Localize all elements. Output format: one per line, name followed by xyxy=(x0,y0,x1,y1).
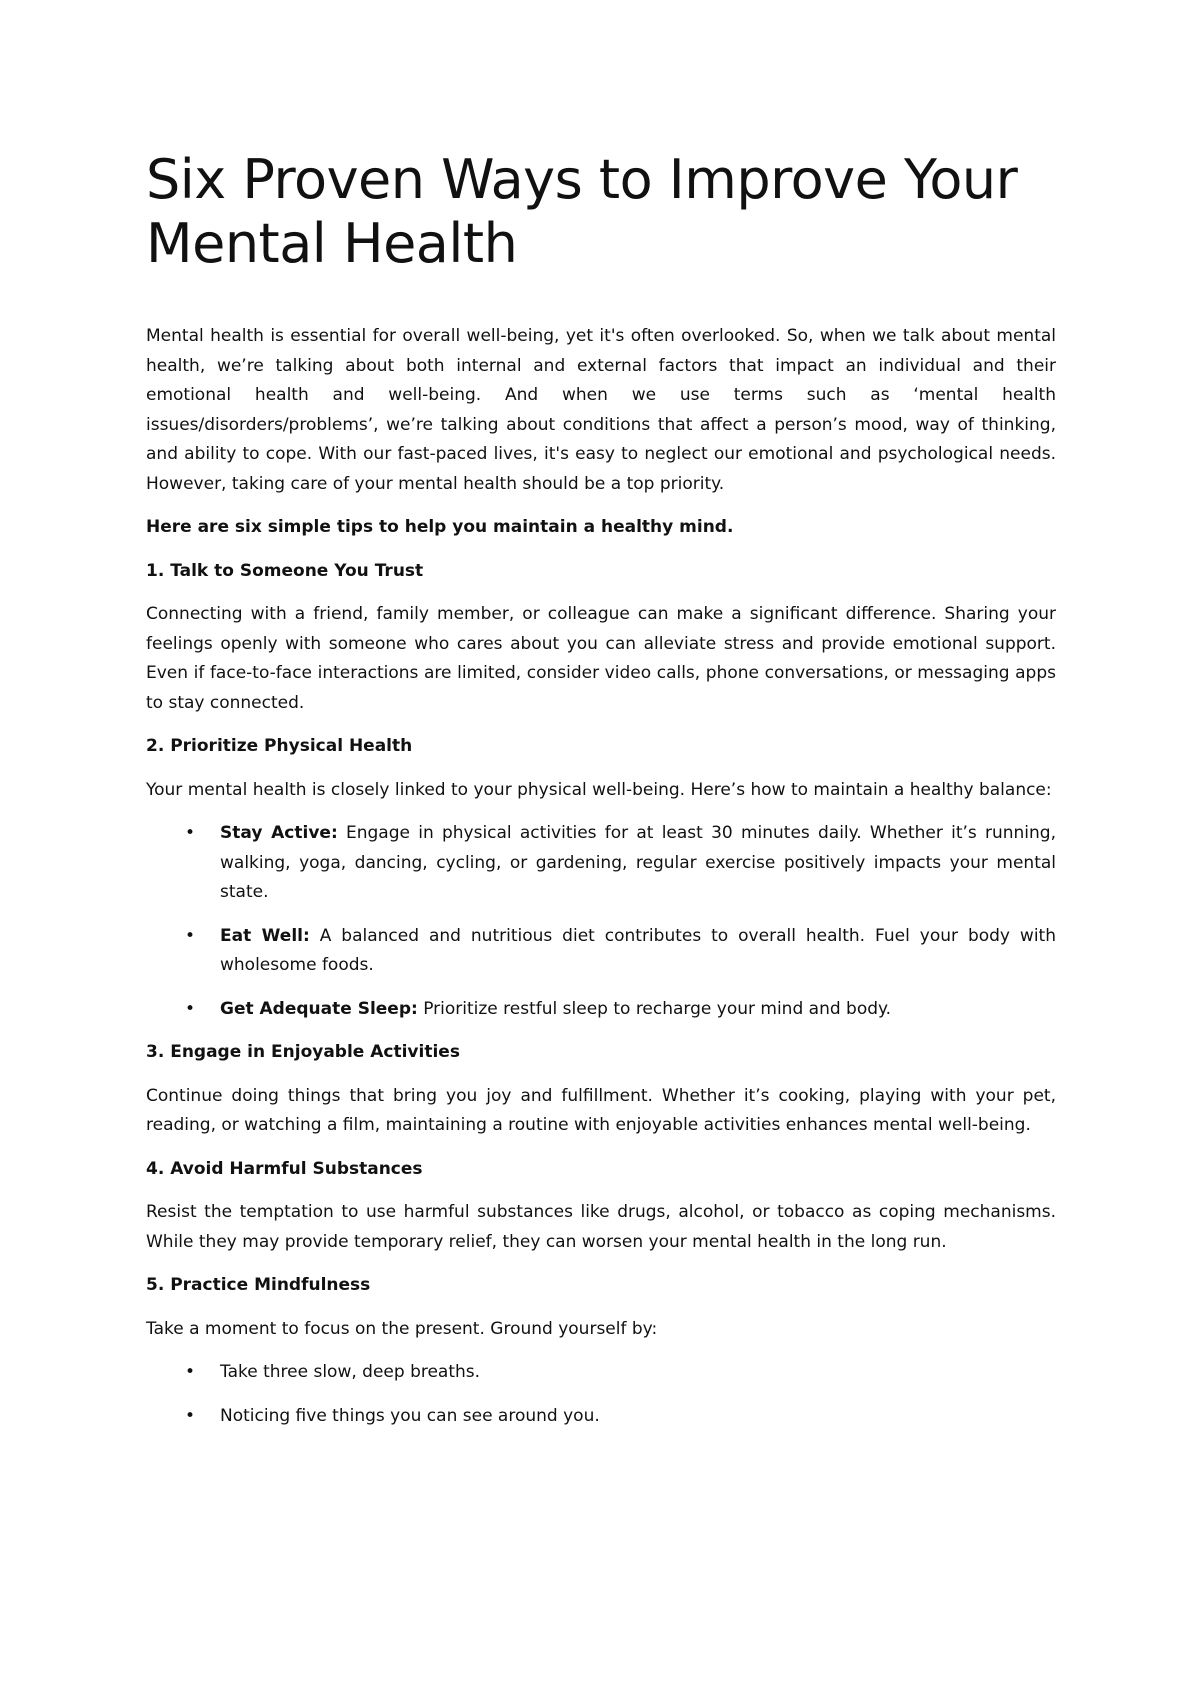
section-paragraph: Your mental health is closely linked to your physical well-being. Here’s how to maintain a healthy balance: xyxy=(146,779,1052,800)
section-paragraph: Continue doing things that bring you joy and fulfillment. Whether it’s cooking, playing with your pet, reading, or watching a film, maintaining a routine with enjoyable activities enhances mental well-being. xyxy=(146,1085,1056,1135)
list-item-text: Prioritize restful sleep to recharge your mind and body. xyxy=(417,998,892,1019)
list-item xyxy=(146,819,1056,908)
list-item-text: A balanced and nutritious diet contributes to overall health. Fuel your body with wholesome foods. xyxy=(220,925,1056,975)
section-heading: 1. Talk to Someone You Trust xyxy=(146,560,424,581)
section-heading: 3. Engage in Enjoyable Activities xyxy=(146,1042,460,1062)
bullet-icon: • xyxy=(184,998,196,1019)
list-item-term: Stay Active: xyxy=(220,823,338,843)
section-paragraph: Resist the temptation to use harmful substances like drugs, alcohol, or tobacco as coping mechanisms. While they may provide temporary relief, they can worsen your mental health in the long run. xyxy=(146,1202,1056,1252)
section-paragraph: Connecting with a friend, family member, or colleague can make a significant difference. Sharing your feelings openly with someone who cares about you can alleviate stress and provide emotional support. Even if face-to-face interactions are limited, consider video calls, phone conversations, or messaging apps to stay connected. xyxy=(146,604,1056,713)
bullet-list xyxy=(146,819,1056,1024)
bullet-icon: • xyxy=(184,1362,196,1382)
bullet-icon: • xyxy=(184,1405,196,1426)
list-item xyxy=(146,922,1056,981)
section-heading: 2. Prioritize Physical Health xyxy=(146,736,413,756)
section-heading: 4. Avoid Harmful Substances xyxy=(146,1158,423,1179)
list-item-text: Take three slow, deep breaths. xyxy=(220,1362,481,1382)
intro-paragraph: Mental health is essential for overall well-being, yet it's often overlooked. So, when we talk about mental health, we’re talking about both internal and external factors that impact an individual and their emotional health and well-being. And when we use terms such as ‘mental health issues/disorders/problems’, we’re talking about conditions that affect a person’s mood, way of thinking, and ability to cope. With our fast-paced lives, it's easy to neglect our emotional and psychological needs. However, taking care of your mental health should be a top priority. xyxy=(146,326,1056,494)
section-paragraph: Take a moment to focus on the present. Ground yourself by: xyxy=(146,1318,658,1339)
bullet-list xyxy=(146,1358,1056,1431)
list-item-text: Engage in physical activities for at least 30 minutes daily. Whether it’s running, walking, yoga, dancing, cycling, or gardening, regular exercise positively impacts your mental state. xyxy=(220,823,1056,902)
document-title: Six Proven Ways to Improve Your Mental Health xyxy=(146,148,1018,275)
list-item-text: Noticing five things you can see around you. xyxy=(220,1405,600,1426)
list-item xyxy=(146,995,1056,1025)
document-body xyxy=(146,322,1056,1445)
list-item-term: Eat Well: xyxy=(220,925,310,946)
list-item xyxy=(146,1358,1056,1388)
section-heading: 5. Practice Mindfulness xyxy=(146,1275,371,1295)
list-item xyxy=(146,1402,1056,1432)
list-item-term: Get Adequate Sleep: xyxy=(220,998,418,1019)
lead-sentence: Here are six simple tips to help you maintain a healthy mind. xyxy=(146,517,734,537)
bullet-icon: • xyxy=(184,925,196,946)
bullet-icon: • xyxy=(184,823,196,843)
